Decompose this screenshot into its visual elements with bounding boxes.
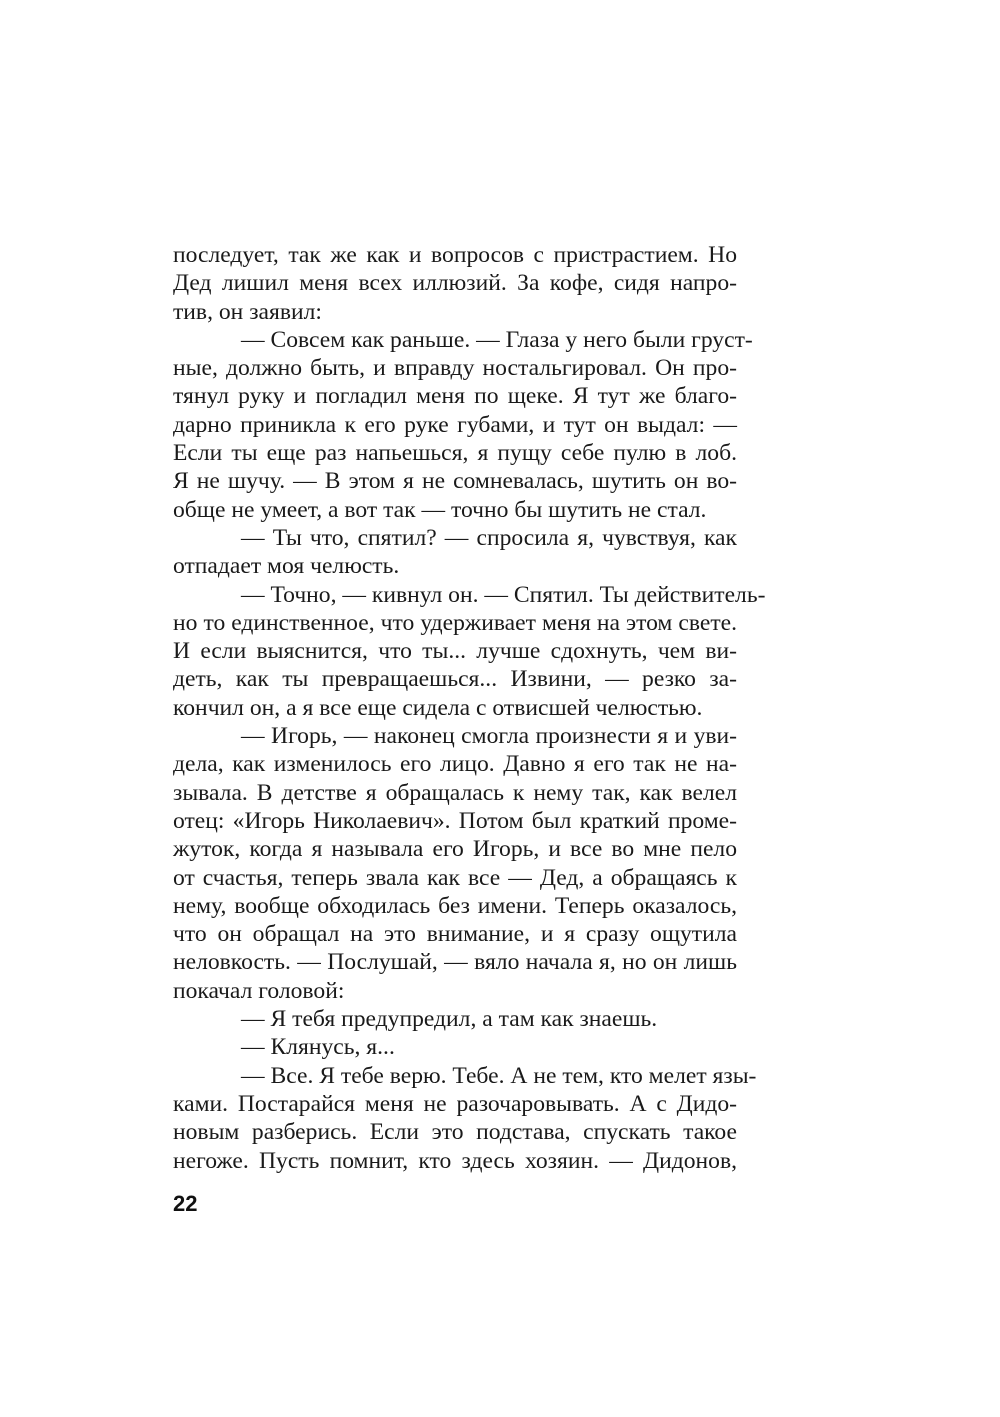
text-line: но то единственное, что удерживает меня на этом свете. <box>173 609 737 636</box>
text-line: дарно приникла к его руке губами, и тут он выдал: — <box>173 411 737 438</box>
text-line: — Совсем как раньше. — Глаза у него были груст- <box>241 326 753 353</box>
text-line: И если выяснится, что ты... лучше сдохнуть, чем ви- <box>173 638 737 665</box>
text-line: зывала. В детстве я обращалась к нему так, как велел <box>173 779 737 806</box>
text-line: жуток, когда я называла его Игорь, и все во мне пело <box>173 836 737 863</box>
text-line: от счастья, теперь звала как все — Дед, а обращаясь к <box>173 864 737 891</box>
text-line: кончил он, а я все еще сидела с отвисшей челюстью. <box>173 694 703 721</box>
text-line: дела, как изменилось его лицо. Давно я его так не на- <box>173 751 737 778</box>
text-line: покачал головой: <box>173 977 345 1004</box>
text-line: отец: «Игорь Николаевич». Потом был краткий проме- <box>173 807 737 834</box>
text-line: — Ты что, спятил? — спросила я, чувствуя, как <box>241 524 737 551</box>
page-number: 22 <box>173 1191 198 1216</box>
text-line: неловкость. — Послушай, — вяло начала я, но он лишь <box>173 949 737 976</box>
text-line: новым разберись. Если это подстава, спускать такое <box>173 1119 737 1146</box>
text-line: — Клянусь, я... <box>241 1034 395 1061</box>
text-line: деть, как ты превращаешься... Извини, — резко за- <box>173 666 737 693</box>
text-line: — Я тебя предупредил, а там как знаешь. <box>241 1006 658 1033</box>
text-line: Если ты еще раз напьешься, я пущу себе пулю в лоб. <box>173 440 737 467</box>
text-line: отпадает моя челюсть. <box>173 553 400 580</box>
text-line: тив, он заявил: <box>173 298 322 325</box>
text-line: что он обращал на это внимание, и я сразу ощутила <box>173 921 737 948</box>
text-line: — Точно, — кивнул он. — Спятил. Ты действитель- <box>241 581 766 608</box>
text-line: обще не умеет, а вот так — точно бы шутить не стал. <box>173 496 707 523</box>
text-line: Я не шучу. — В этом я не сомневалась, шутить он во- <box>173 468 737 495</box>
text-line: тянул руку и погладил меня по щеке. Я тут же благо- <box>173 383 737 410</box>
text-line: последует, так же как и вопросов с пристрастием. Но <box>173 242 737 268</box>
text-line: ные, должно быть, и вправду ностальгировал. Он про- <box>173 355 737 382</box>
text-line: — Все. Я тебе верю. Тебе. А не тем, кто мелет язы- <box>241 1062 757 1089</box>
text-line: Дед лишил меня всех иллюзий. За кофе, сидя напро- <box>173 270 737 297</box>
body-text <box>173 241 766 1175</box>
text-line: ками. Постарайся меня не разочаровывать. А с Дидо- <box>173 1090 737 1117</box>
text-line: нему, вообще обходилась без имени. Теперь оказалось, <box>173 892 737 919</box>
text-line: — Игорь, — наконец смогла произнести я и уви- <box>241 723 737 750</box>
text-line: негоже. Пусть помнит, кто здесь хозяин. — Дидонов, <box>173 1147 737 1174</box>
